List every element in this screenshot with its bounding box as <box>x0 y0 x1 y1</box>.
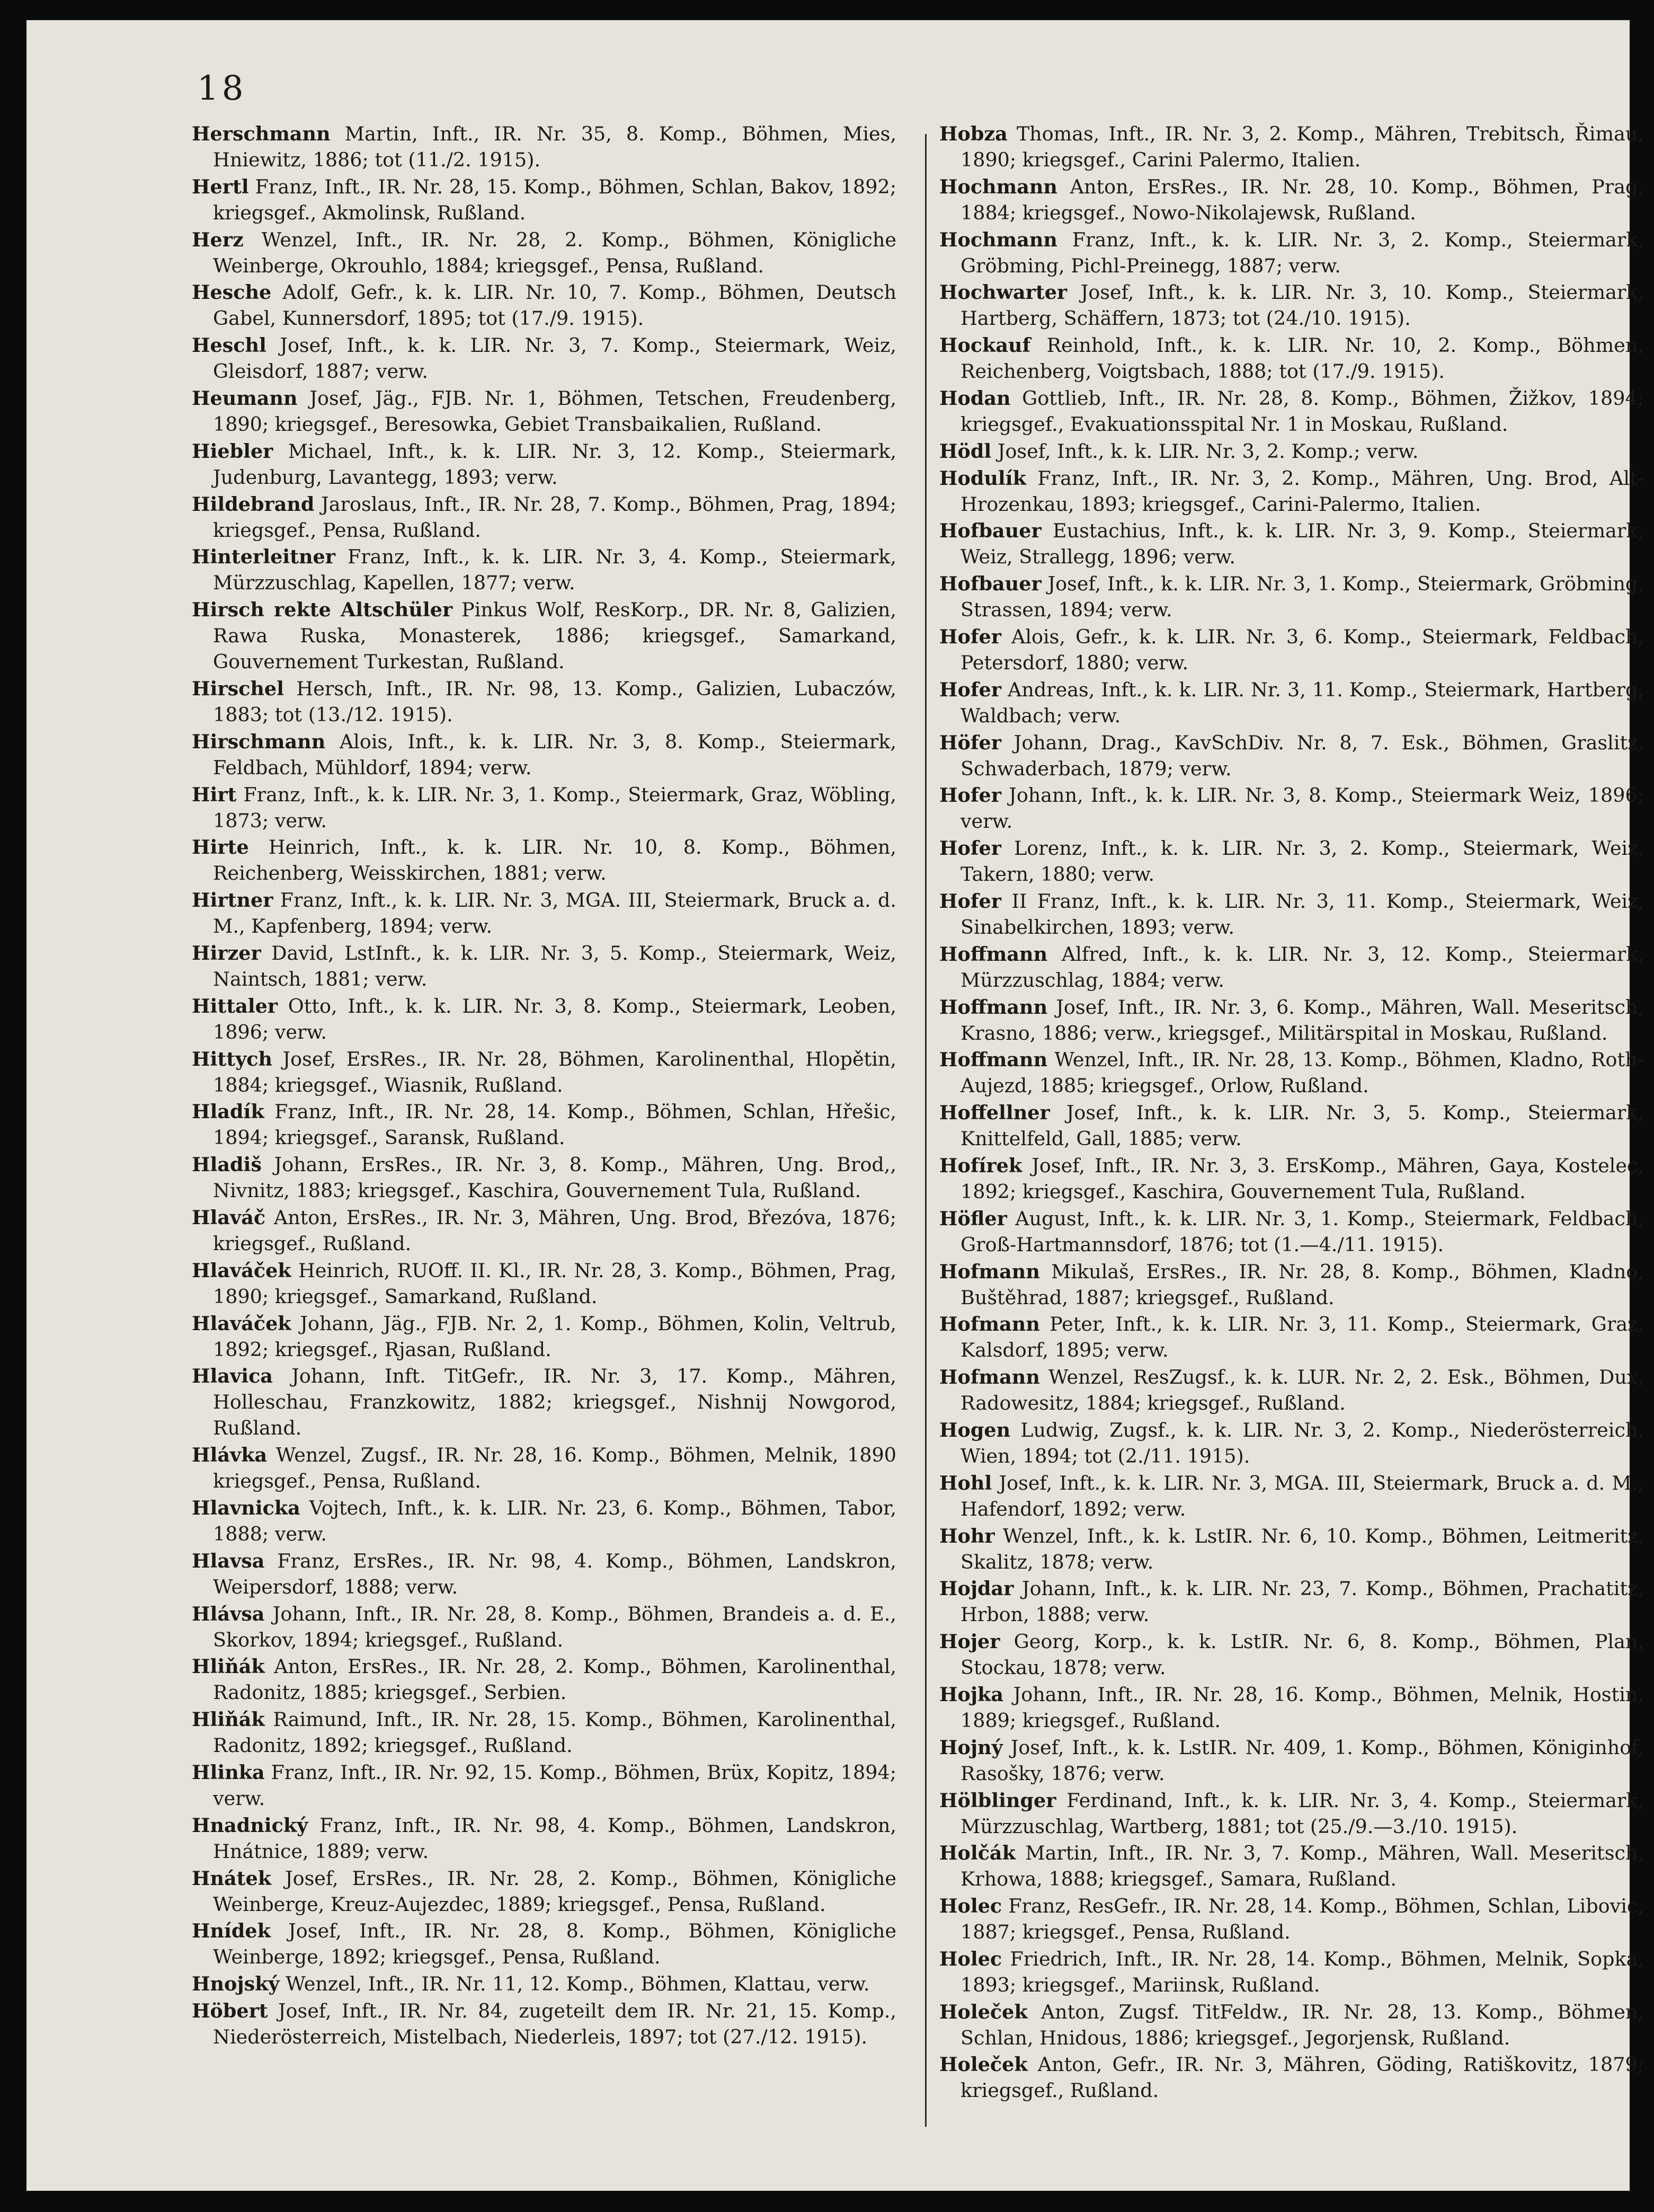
entry-surname: Hofmann <box>939 1366 1040 1389</box>
entry-details: Adolf, Gefr., k. k. LIR. Nr. 10, 7. Komp., Böhmen, Deutsch Gabel, Kunnersdorf, 1895; tot (17./9. 1915). <box>213 281 896 330</box>
entry-details: Gottlieb, Inft., IR. Nr. 28, 8. Komp., Böhmen, Žižkov, 1894; kriegsgef., Evakuationsspital Nr. 1 in Moskau, Rußland. <box>961 386 1644 436</box>
list-entry <box>192 332 896 384</box>
entry-details: Anton, Gefr., IR. Nr. 3, Mähren, Göding, Ratiškovitz, 1879; kriegsgef., Rußland. <box>961 2053 1644 2102</box>
list-entry <box>192 1152 896 1204</box>
entry-details: Wenzel, Inft., IR. Nr. 28, 2. Komp., Böhmen, Königliche Weinberge, Okrouhlo, 1884; kriegsgef., Pensa, Rußland. <box>213 228 896 277</box>
entry-details: Johann, Inft. TitGefr., IR. Nr. 3, 17. Komp., Mähren, Holleschau, Franzkowitz, 1882; kriegsgef., Nishnij Nowgorod, Rußland. <box>213 1365 896 1440</box>
entry-surname: Hoffellner <box>939 1101 1050 1125</box>
list-entry <box>939 1153 1644 1205</box>
entry-details: Franz, Inft., k. k. LIR. Nr. 3, 4. Komp., Steiermark, Mürzzuschlag, Kapellen, 1877; verw. <box>213 545 896 595</box>
list-entry <box>939 1946 1644 1998</box>
entry-surname: Hofbauer <box>939 572 1042 596</box>
list-entry <box>192 121 896 173</box>
entry-details: Josef, Inft., k. k. LIR. Nr. 3, 10. Komp., Steiermark, Hartberg, Schäffern, 1873; tot (24./10. 1915). <box>961 281 1644 330</box>
entry-details: Johann, Inft., k. k. LIR. Nr. 23, 7. Komp., Böhmen, Prachatitz, Hrbon, 1888; verw. <box>961 1577 1644 1626</box>
list-entry <box>192 1706 896 1758</box>
entry-surname: Hojdar <box>939 1577 1014 1600</box>
entry-surname: Hofer <box>939 889 1001 913</box>
list-entry <box>192 385 896 437</box>
entry-details: Johann, ErsRes., IR. Nr. 3, 8. Komp., Mähren, Ung. Brod,, Nivnitz, 1883; kriegsgef., Kaschira, Gouvernement Tula, Rußland. <box>213 1153 896 1202</box>
list-entry <box>939 121 1644 173</box>
list-entry <box>939 279 1644 331</box>
entry-details: Friedrich, Inft., IR. Nr. 28, 14. Komp., Böhmen, Melnik, Sopka, 1893; kriegsgef., Mariinsk, Rußland. <box>961 1947 1644 1996</box>
entry-surname: Hirzer <box>192 941 261 965</box>
entry-details: Otto, Inft., k. k. LIR. Nr. 3, 8. Komp., Steiermark, Leoben, 1896; verw. <box>213 994 896 1043</box>
entry-surname: Herschmann <box>192 122 331 145</box>
column-divider <box>925 134 927 2127</box>
entry-surname: Hofírek <box>939 1154 1022 1177</box>
entry-surname: Hlavsa <box>192 1549 265 1572</box>
entry-surname: Hohl <box>939 1471 992 1494</box>
entry-surname: Hittaler <box>192 994 278 1017</box>
list-entry <box>939 941 1644 993</box>
entry-surname: Hojka <box>939 1683 1003 1706</box>
entry-details: Franz, Inft., IR. Nr. 92, 15. Komp., Böhmen, Brüx, Kopitz, 1894; verw. <box>213 1760 896 1810</box>
list-entry <box>192 1865 896 1917</box>
list-entry <box>192 1812 896 1864</box>
list-entry <box>939 835 1644 887</box>
page-number: 18 <box>197 69 247 108</box>
entry-details: Eustachius, Inft., k. k. LIR. Nr. 3, 9. Komp., Steiermark, Weiz, Strallegg, 1896; verw. <box>961 519 1644 569</box>
list-entry <box>939 1259 1644 1311</box>
entry-surname: Hlávka <box>192 1444 268 1467</box>
list-entry <box>192 174 896 226</box>
entry-details: Josef, Inft., IR. Nr. 3, 3. ErsKomp., Mähren, Gaya, Kostelec, 1892; kriegsgef., Kaschira, Gouvernement Tula, Rußland. <box>961 1154 1644 1203</box>
list-entry <box>192 1998 896 2050</box>
list-entry <box>192 1601 896 1653</box>
list-entry <box>939 1576 1644 1627</box>
list-entry <box>192 729 896 781</box>
entry-surname: Hnídek <box>192 1919 271 1943</box>
entry-surname: Hockauf <box>939 334 1031 357</box>
list-entry <box>939 1364 1644 1416</box>
entry-details: Johann, Inft., IR. Nr. 28, 8. Komp., Böhmen, Brandeis a. d. E., Skorkov, 1894; kriegsgef., Rußland. <box>213 1602 896 1651</box>
entry-surname: Holec <box>939 1895 1002 1918</box>
entry-surname: Hoffmann <box>939 1048 1048 1072</box>
entry-surname: Hlaváč <box>192 1206 266 1229</box>
entry-surname: Hodan <box>939 386 1011 410</box>
list-entry <box>939 385 1644 437</box>
list-entry <box>192 1495 896 1547</box>
list-entry <box>939 1999 1644 2051</box>
entry-details: Franz, Inft., IR. Nr. 28, 15. Komp., Böhmen, Schlan, Bakov, 1892; kriegsgef., Akmolinsk, Rußland. <box>213 175 896 224</box>
list-entry <box>939 1629 1644 1680</box>
entry-surname: Höfler <box>939 1207 1007 1230</box>
list-entry <box>192 279 896 331</box>
entry-details: Josef, Jäg., FJB. Nr. 1, Böhmen, Tetschen, Freudenberg, 1890; kriegsgef., Beresowka, Gebiet Transbaikalien, Rußland. <box>213 386 896 436</box>
list-entry <box>939 994 1644 1046</box>
entry-surname: Hofer <box>939 678 1001 701</box>
list-entry <box>939 2051 1644 2103</box>
entry-surname: Hiebler <box>192 439 273 463</box>
list-entry <box>939 782 1644 834</box>
entry-surname: Hlaváček <box>192 1312 291 1335</box>
entry-details: Thomas, Inft., IR. Nr. 3, 2. Komp., Mähren, Trebitsch, Řimau, 1890; kriegsgef., Carini Palermo, Italien. <box>961 122 1644 171</box>
entry-surname: Hesche <box>192 281 272 304</box>
list-entry <box>939 1788 1644 1839</box>
list-entry <box>192 1442 896 1494</box>
entry-details: Franz, ErsRes., IR. Nr. 98, 4. Komp., Böhmen, Landskron, Weipersdorf, 1888; verw. <box>213 1549 896 1598</box>
entry-details: Anton, ErsRes., IR. Nr. 28, 10. Komp., Böhmen, Prag, 1884; kriegsgef., Nowo-Nikolajewsk, Rußland. <box>961 175 1644 224</box>
entry-details: Franz, Inft., k. k. LIR. Nr. 3, 1. Komp., Steiermark, Graz, Wöbling, 1873; verw. <box>213 783 896 832</box>
entry-details: Peter, Inft., k. k. LIR. Nr. 3, 11. Komp., Steiermark, Graz, Kalsdorf, 1895; verw. <box>961 1313 1644 1362</box>
entry-details: Wenzel, Inft., k. k. LstIR. Nr. 6, 10. Komp., Böhmen, Leitmeritz, Skalitz, 1878; verw. <box>961 1524 1644 1573</box>
entry-details: Franz, ResGefr., IR. Nr. 28, 14. Komp., Böhmen, Schlan, Libovic, 1887; kriegsgef., Pensa, Rußland. <box>961 1895 1644 1944</box>
list-entry <box>192 993 896 1045</box>
entry-details: Johann, Inft., k. k. LIR. Nr. 3, 8. Komp., Steiermark Weiz, 1896; verw. <box>961 784 1644 833</box>
entry-surname: Hofmann <box>939 1313 1040 1336</box>
entry-details: Josef, Inft., k. k. LIR. Nr. 3, 7. Komp., Steiermark, Weiz, Gleisdorf, 1887; verw. <box>213 334 896 383</box>
entry-details: Franz, Inft., IR. Nr. 28, 14. Komp., Böhmen, Schlan, Hřešic, 1894; kriegsgef., Saransk, Rußland. <box>213 1100 896 1149</box>
entry-details: Josef, Inft., k. k. LIR. Nr. 3, 2. Komp.; verw. <box>991 439 1419 463</box>
list-entry <box>192 1046 896 1098</box>
entry-surname: Hölblinger <box>939 1789 1056 1812</box>
entry-details: Josef, Inft., k. k. LIR. Nr. 3, MGA. III, Steiermark, Bruck a. d. M., Hafendorf, 1892; verw. <box>961 1471 1644 1520</box>
entry-surname: Hojer <box>939 1630 1000 1653</box>
entry-surname: Hlavnicka <box>192 1496 300 1519</box>
list-entry <box>192 227 896 279</box>
entry-details: Josef, ErsRes., IR. Nr. 28, Böhmen, Karolinenthal, Hlopětin, 1884; kriegsgef., Wiasnik, Rußland. <box>213 1047 896 1096</box>
list-entry <box>939 730 1644 782</box>
document-page <box>26 20 1644 2191</box>
entry-surname: Hirtner <box>192 889 273 912</box>
entry-details: Franz, Inft., k. k. LIR. Nr. 3, 2. Komp., Steiermark, Gröbming, Pichl-Preinegg, 1887; verw. <box>961 228 1644 277</box>
right-column <box>939 121 1644 2104</box>
list-entry <box>939 1047 1644 1099</box>
list-entry <box>939 1523 1644 1575</box>
entry-details: Josef, Inft., k. k. LIR. Nr. 3, 5. Komp., Steiermark, Knittelfeld, Gall, 1885; verw. <box>961 1101 1644 1151</box>
entry-surname: Hirsch rekte Altschüler <box>192 598 453 622</box>
left-column <box>192 121 896 2051</box>
entry-surname: Hliňák <box>192 1708 265 1731</box>
list-entry <box>939 1893 1644 1945</box>
list-entry <box>939 1100 1644 1152</box>
entry-surname: Holčák <box>939 1842 1016 1865</box>
entry-surname: Hofer <box>939 625 1001 648</box>
entry-surname: Hofmann <box>939 1260 1040 1283</box>
list-entry <box>192 1653 896 1705</box>
entry-details: Johann, Jäg., FJB. Nr. 2, 1. Komp., Böhmen, Kolin, Veltrub, 1892; kriegsgef., Rjasan, Rußland. <box>213 1312 896 1361</box>
entry-surname: Hladík <box>192 1100 264 1123</box>
list-entry <box>192 1363 896 1441</box>
entry-surname: Hofbauer <box>939 519 1042 543</box>
entry-details: Anton, Zugsf. TitFeldw., IR. Nr. 28, 13. Komp., Böhmen, Schlan, Hnidous, 1886; kriegsgef., Jegorjensk, Rußland. <box>961 2000 1644 2049</box>
entry-surname: Hlávsa <box>192 1602 265 1625</box>
entry-surname: Hladiš <box>192 1153 262 1176</box>
list-entry <box>192 491 896 543</box>
entry-details: Michael, Inft., k. k. LIR. Nr. 3, 12. Komp., Steiermark, Judenburg, Lavantegg, 1893; verw. <box>213 439 896 489</box>
entry-surname: Heschl <box>192 334 266 357</box>
entry-surname: Hirte <box>192 836 249 859</box>
entry-details: Georg, Korp., k. k. LstIR. Nr. 6, 8. Komp., Böhmen, Plan, Stockau, 1878; verw. <box>961 1630 1644 1679</box>
entry-details: Ferdinand, Inft., k. k. LIR. Nr. 3, 4. Komp., Steiermark, Mürzzuschlag, Wartberg, 1881; tot (25./9.—3./10. 1915). <box>961 1789 1644 1838</box>
entry-details: Alfred, Inft., k. k. LIR. Nr. 3, 12. Komp., Steiermark, Mürzzuschlag, 1884; verw. <box>961 942 1644 992</box>
entry-surname: Hirt <box>192 783 237 806</box>
entry-surname: Hodulík <box>939 466 1026 490</box>
entry-details: David, LstInft., k. k. LIR. Nr. 3, 5. Komp., Steiermark, Weiz, Naintsch, 1881; verw. <box>213 941 896 990</box>
entry-surname: Hofer <box>939 837 1001 860</box>
list-entry <box>192 1971 896 1997</box>
entry-details: Martin, Inft., IR. Nr. 3, 7. Komp., Mähren, Wall. Meseritsch, Krhowa, 1888; kriegsgef., Samara, Rußland. <box>961 1842 1644 1891</box>
list-entry <box>192 1311 896 1362</box>
entry-surname: Hochmann <box>939 175 1057 198</box>
entry-details: Anton, ErsRes., IR. Nr. 28, 2. Komp., Böhmen, Karolinenthal, Radonitz, 1885; kriegsgef., Serbien. <box>213 1655 896 1704</box>
entry-details: Ludwig, Zugsf., k. k. LIR. Nr. 3, 2. Komp., Niederösterreich, Wien, 1894; tot (2./11. 1915). <box>961 1418 1644 1467</box>
entry-details: Josef, Inft., k. k. LIR. Nr. 3, 1. Komp., Steiermark, Gröbming, Strassen, 1894; verw. <box>961 572 1644 622</box>
list-entry <box>192 940 896 992</box>
entry-details: Heinrich, RUOff. II. Kl., IR. Nr. 28, 3. Komp., Böhmen, Prag, 1890; kriegsgef., Samarkand, Rußland. <box>213 1259 896 1308</box>
entry-details: Josef, Inft., k. k. LstIR. Nr. 409, 1. Komp., Böhmen, Königinhof, Rasošky, 1876; verw. <box>961 1736 1644 1785</box>
list-entry <box>192 782 896 834</box>
entry-surname: Hoffmann <box>939 995 1048 1019</box>
entry-surname: Holeček <box>939 2000 1028 2023</box>
entry-surname: Hirschmann <box>192 730 326 753</box>
list-entry <box>939 1417 1644 1469</box>
list-entry <box>939 438 1644 464</box>
entry-details: Josef, ErsRes., IR. Nr. 28, 2. Komp., Böhmen, Königliche Weinberge, Kreuz-Aujezdec, 1889; kriegsgef., Pensa, Rußland. <box>213 1866 896 1916</box>
entry-surname: Hofer <box>939 784 1001 807</box>
entry-surname: Hinterleitner <box>192 545 336 569</box>
list-entry <box>939 1840 1644 1892</box>
entry-details: Wenzel, ResZugsf., k. k. LUR. Nr. 2, 2. Esk., Böhmen, Dux, Radowesitz, 1884; kriegsgef., Rußland. <box>961 1366 1644 1415</box>
entry-surname: Höbert <box>192 1999 268 2022</box>
entry-details: Vojtech, Inft., k. k. LIR. Nr. 23, 6. Komp., Böhmen, Tabor, 1888; verw. <box>213 1496 896 1545</box>
entry-surname: Hochmann <box>939 228 1057 251</box>
entry-surname: Hnadnický <box>192 1813 308 1837</box>
entry-surname: Hohr <box>939 1524 995 1547</box>
entry-details: Lorenz, Inft., k. k. LIR. Nr. 3, 2. Komp., Steiermark, Weiz, Takern, 1880; verw. <box>961 837 1644 886</box>
entry-surname: Hödl <box>939 439 992 463</box>
list-entry <box>939 227 1644 279</box>
list-entry <box>192 1548 896 1600</box>
entry-surname: Höfer <box>939 731 1001 754</box>
entry-details: Franz, Inft., k. k. LIR. Nr. 3, MGA. III, Steiermark, Bruck a. d. M., Kapfenberg, 1894; verw. <box>213 889 896 938</box>
entry-details: Pinkus Wolf, ResKorp., DR. Nr. 8, Galizien, Rawa Ruska, Monasterek, 1886; kriegsgef., Samarkand, Gouvernement Turkestan, Rußland. <box>213 598 896 674</box>
list-entry <box>192 1205 896 1257</box>
entry-surname: Herz <box>192 228 244 251</box>
entry-surname: Holec <box>939 1947 1002 1970</box>
entry-details: Wenzel, Inft., IR. Nr. 28, 13. Komp., Böhmen, Kladno, Roth-Aujezd, 1885; kriegsgef., Orlow, Rußland. <box>961 1048 1644 1098</box>
entry-surname: Hlavica <box>192 1365 273 1388</box>
entry-details: Johann, Drag., KavSchDiv. Nr. 8, 7. Esk., Böhmen, Graslitz, Schwaderbach, 1879; verw. <box>961 731 1644 780</box>
entry-details: Wenzel, Inft., IR. Nr. 11, 12. Komp., Böhmen, Klattau, verw. <box>279 1972 870 1996</box>
list-entry <box>939 518 1644 570</box>
entry-surname: Hobza <box>939 122 1008 145</box>
list-entry <box>192 438 896 490</box>
list-entry <box>939 1206 1644 1258</box>
list-entry <box>192 676 896 728</box>
entry-details: Johann, Inft., IR. Nr. 28, 16. Komp., Böhmen, Melnik, Hostin, 1889; kriegsgef., Rußland. <box>961 1683 1644 1732</box>
entry-details: Mikulaš, ErsRes., IR. Nr. 28, 8. Komp., Böhmen, Kladno, Buštěhrad, 1887; kriegsgef., Rußland. <box>961 1260 1644 1309</box>
entry-details: Jaroslaus, Inft., IR. Nr. 28, 7. Komp., Böhmen, Prag, 1894; kriegsgef., Pensa, Rußland. <box>213 492 896 542</box>
entry-surname: Hliňák <box>192 1655 265 1678</box>
list-entry <box>192 1099 896 1151</box>
entry-surname: Hnojský <box>192 1972 280 1996</box>
list-entry <box>939 465 1644 517</box>
entry-details: August, Inft., k. k. LIR. Nr. 3, 1. Komp., Steiermark, Feldbach, Groß-Hartmannsdorf, 1876; tot (1.—4./11. 1915). <box>961 1207 1644 1256</box>
entry-details: Wenzel, Zugsf., IR. Nr. 28, 16. Komp., Böhmen, Melnik, 1890 kriegsgef., Pensa, Rußland. <box>213 1444 896 1493</box>
list-entry <box>939 332 1644 384</box>
list-entry <box>192 597 896 675</box>
list-entry <box>192 544 896 596</box>
entry-details: Raimund, Inft., IR. Nr. 28, 15. Komp., Böhmen, Karolinenthal, Radonitz, 1892; kriegsgef., Rußland. <box>213 1708 896 1757</box>
entry-surname: Hojný <box>939 1736 1003 1759</box>
entry-details: Alois, Gefr., k. k. LIR. Nr. 3, 6. Komp., Steiermark, Feldbach, Petersdorf, 1880; verw. <box>961 625 1644 674</box>
entry-surname: Hnátek <box>192 1866 272 1890</box>
list-entry <box>192 1918 896 1970</box>
list-entry <box>939 571 1644 623</box>
entry-surname: Hochwarter <box>939 281 1068 304</box>
list-entry <box>939 677 1644 729</box>
entry-surname: Holeček <box>939 2053 1028 2076</box>
entry-details: II Franz, Inft., k. k. LIR. Nr. 3, 11. Komp., Steiermark, Weiz, Sinabelkirchen, 1893; verw. <box>961 889 1644 939</box>
entry-details: Alois, Inft., k. k. LIR. Nr. 3, 8. Komp., Steiermark, Feldbach, Mühldorf, 1894; verw. <box>213 730 896 779</box>
entry-surname: Hildebrand <box>192 492 315 516</box>
entry-details: Hersch, Inft., IR. Nr. 98, 13. Komp., Galizien, Lubaczów, 1883; tot (13./12. 1915). <box>213 677 896 726</box>
list-entry <box>192 887 896 939</box>
list-entry <box>939 1470 1644 1522</box>
entry-details: Franz, Inft., IR. Nr. 98, 4. Komp., Böhmen, Landskron, Hnátnice, 1889; verw. <box>213 1813 896 1863</box>
entry-details: Josef, Inft., IR. Nr. 3, 6. Komp., Mähren, Wall. Meseritsch, Krasno, 1886; verw., kriegsgef., Militärspital in Moskau, Rußland. <box>961 995 1644 1045</box>
entry-surname: Hittych <box>192 1047 273 1070</box>
list-entry <box>939 624 1644 676</box>
entry-surname: Hoffmann <box>939 942 1048 966</box>
list-entry <box>939 888 1644 940</box>
entry-surname: Hertl <box>192 175 249 198</box>
entry-details: Anton, ErsRes., IR. Nr. 3, Mähren, Ung. Brod, Březóva, 1876; kriegsgef., Rußland. <box>213 1206 896 1255</box>
entry-surname: Hirschel <box>192 677 284 700</box>
list-entry <box>192 834 896 886</box>
list-entry <box>939 1311 1644 1363</box>
list-entry <box>192 1258 896 1309</box>
entry-details: Martin, Inft., IR. Nr. 35, 8. Komp., Böhmen, Mies, Hniewitz, 1886; tot (11./2. 1915). <box>213 122 896 171</box>
entry-surname: Hlinka <box>192 1760 265 1784</box>
entry-surname: Heumann <box>192 386 298 410</box>
list-entry <box>939 174 1644 226</box>
entry-details: Josef, Inft., IR. Nr. 28, 8. Komp., Böhmen, Königliche Weinberge, 1892; kriegsgef., Pensa, Rußland. <box>213 1919 896 1969</box>
entry-details: Josef, Inft., IR. Nr. 84, zugeteilt dem IR. Nr. 21, 15. Komp., Niederösterreich, Mistelbach, Niederleis, 1897; tot (27./12. 1915). <box>213 1999 896 2048</box>
list-entry <box>939 1682 1644 1733</box>
entry-details: Heinrich, Inft., k. k. LIR. Nr. 10, 8. Komp., Böhmen, Reichenberg, Weisskirchen, 1881; verw. <box>213 836 896 885</box>
entry-surname: Hogen <box>939 1418 1011 1441</box>
entry-details: Andreas, Inft., k. k. LIR. Nr. 3, 11. Komp., Steiermark, Hartberg, Waldbach; verw. <box>961 678 1644 727</box>
entry-details: Reinhold, Inft., k. k. LIR. Nr. 10, 2. Komp., Böhmen, Reichenberg, Voigtsbach, 1888; tot (17./9. 1915). <box>961 334 1644 383</box>
list-entry <box>192 1759 896 1811</box>
list-entry <box>939 1735 1644 1786</box>
entry-details: Franz, Inft., IR. Nr. 3, 2. Komp., Mähren, Ung. Brod, Alt-Hrozenkau, 1893; kriegsgef., Carini-Palermo, Italien. <box>961 466 1644 516</box>
entry-surname: Hlaváček <box>192 1259 291 1282</box>
